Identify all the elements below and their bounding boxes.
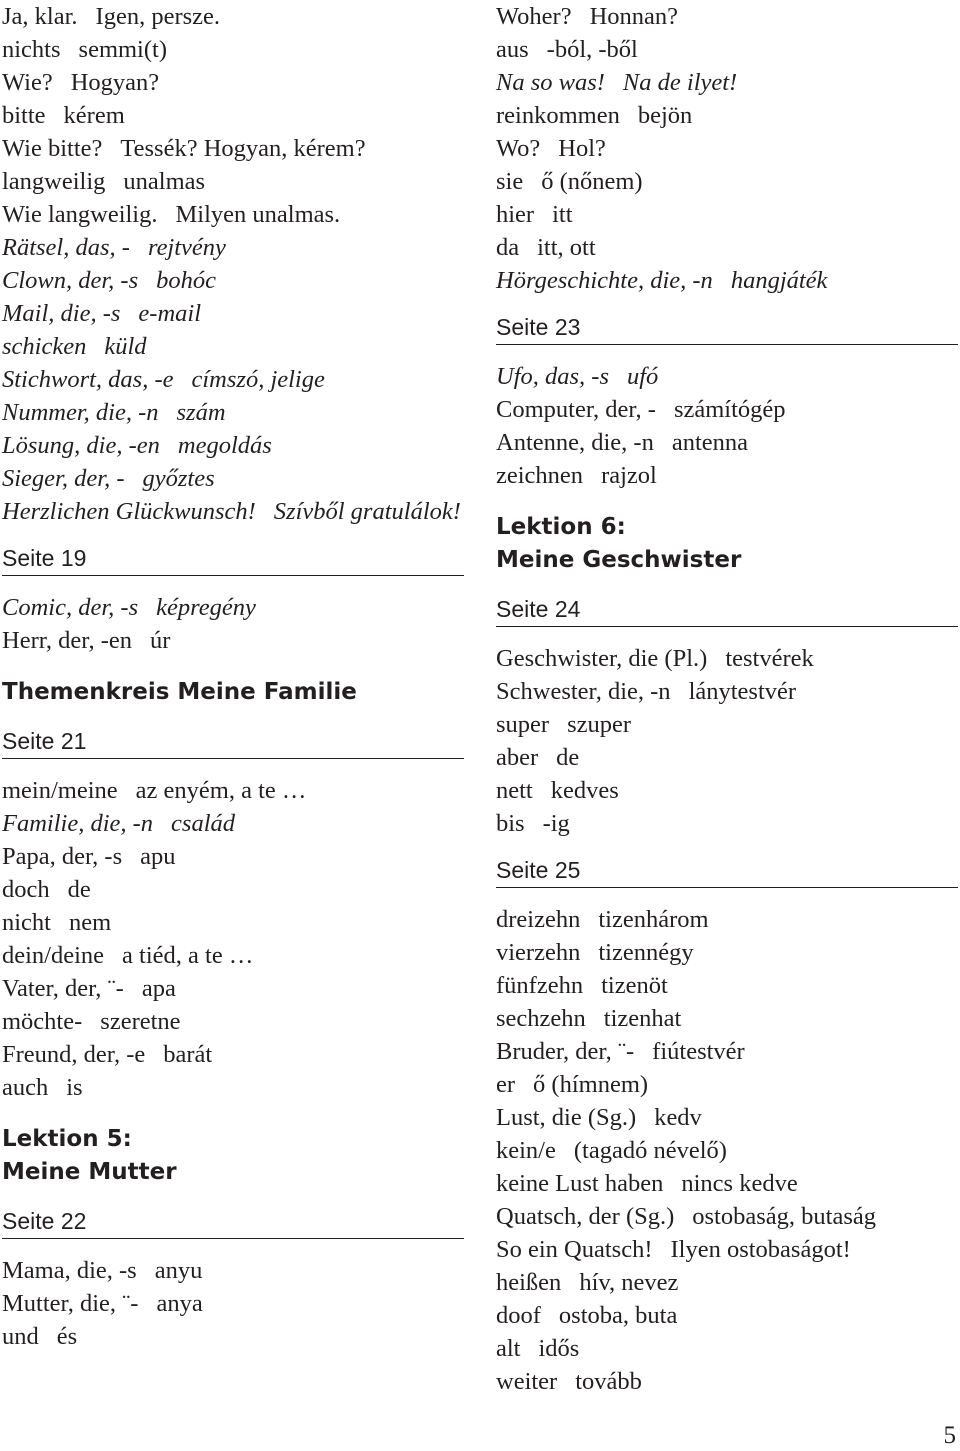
german-term: reinkommen [496,102,620,129]
german-term: dein/deine [2,942,105,969]
vocab-entry [496,1101,958,1134]
german-term: doch [2,876,50,903]
german-term: da [496,234,520,261]
german-term: vierzehn [496,939,581,966]
german-term: Lösung, die, -en [2,432,160,459]
hungarian-translation: család [171,810,236,837]
hungarian-translation: úr [150,627,171,654]
german-term: Sieger, der, - [2,465,125,492]
german-term: Quatsch, der (Sg.) [496,1203,675,1230]
hungarian-translation: kedves [550,777,619,804]
lesson-heading-line: Meine Mutter [2,1159,177,1185]
hungarian-translation: -ig [542,810,570,837]
page-section-header: Seite 24 [496,593,958,627]
german-term: Bruder, der, ¨- [496,1038,635,1065]
vocab-entry [2,939,464,972]
hungarian-translation: (tagadó névelő) [573,1137,727,1164]
vocab-entry [2,1071,464,1104]
german-term: auch [2,1074,49,1101]
german-term: er [496,1071,516,1098]
hungarian-translation: ufó [626,363,659,390]
hungarian-translation: szám [176,399,226,426]
hungarian-translation: győztes [142,465,215,492]
german-term: Rätsel, das, - [2,234,130,261]
hungarian-translation: megoldás [177,432,272,459]
vocab-entry [2,1287,464,1320]
vocab-entry [496,741,958,774]
vocab-entry [2,1254,464,1287]
german-term: fünfzehn [496,972,584,999]
vocab-entry [2,231,464,264]
german-term: Herr, der, -en [2,627,132,654]
german-term: Mutter, die, ¨- [2,1290,139,1317]
vocab-entry [2,429,464,462]
page-section-header: Seite 22 [2,1205,464,1239]
vocab-entry [496,426,958,459]
hungarian-translation: bohóc [156,267,217,294]
right-column [496,0,958,1398]
german-term: Familie, die, -n [2,810,154,837]
german-term: und [2,1323,39,1350]
hungarian-translation: e-mail [138,300,201,327]
hungarian-translation: címszó, jelige [191,366,325,393]
german-term: Hörgeschichte, die, -n [496,267,713,294]
hungarian-translation: kedv [654,1104,702,1131]
vocab-entry [496,33,958,66]
vocab-entry [496,66,958,99]
vocab-entry [2,1320,464,1353]
hungarian-translation: itt, ott [537,234,596,261]
hungarian-translation: Hogyan? [70,69,160,96]
vocab-entry [496,132,958,165]
vocab-entry [2,0,464,33]
vocab-entry [2,165,464,198]
german-term: nichts [2,36,61,63]
vocab-entry [496,198,958,231]
hungarian-translation: ő (hímnem) [533,1071,649,1098]
german-term: Lust, die (Sg.) [496,1104,637,1131]
vocab-entry [2,363,464,396]
vocab-entry [496,1266,958,1299]
german-term: Wie langweilig. [2,201,158,228]
vocab-entry [2,840,464,873]
hungarian-translation: számítógép [673,396,786,423]
hungarian-translation: ő (nőnem) [541,168,643,195]
hungarian-translation: anyu [154,1257,203,1284]
hungarian-translation: rajzol [601,462,657,489]
lesson-heading-line: Themenkreis Meine Familie [2,679,357,705]
german-term: bis [496,810,525,837]
vocab-entry [496,1035,958,1068]
hungarian-translation: Igen, persze. [95,3,221,30]
vocab-entry [2,591,464,624]
german-term: bitte [2,102,46,129]
vocab-entry [2,972,464,1005]
german-term: sie [496,168,524,195]
vocab-entry [496,708,958,741]
vocab-entry [2,774,464,807]
hungarian-translation: Na de ilyet! [622,69,738,96]
hungarian-translation: szeretne [100,1008,181,1035]
vocab-entry [2,330,464,363]
vocab-entry [2,873,464,906]
german-term: Ufo, das, -s [496,363,609,390]
vocab-entry [496,675,958,708]
vocab-entry [2,264,464,297]
german-term: Wie bitte? [2,135,103,162]
hungarian-translation: nincs kedve [681,1170,798,1197]
german-term: hier [496,201,535,228]
vocab-entry [2,1005,464,1038]
vocab-entry [2,396,464,429]
vocab-entry [2,462,464,495]
german-term: aus [496,36,529,63]
german-term: aber [496,744,539,771]
hungarian-translation: Ilyen ostobaságot! [670,1236,851,1263]
left-column [2,0,464,1353]
lesson-heading [2,1123,464,1189]
hungarian-translation: tovább [575,1368,642,1395]
hungarian-translation: Honnan? [589,3,679,30]
lesson-heading [496,511,958,577]
hungarian-translation: tizenhárom [598,906,709,933]
hungarian-translation: apa [141,975,176,1002]
german-term: weiter [496,1368,558,1395]
german-term: Geschwister, die (Pl.) [496,645,708,672]
hungarian-translation: tizenöt [601,972,668,999]
vocab-entry [2,33,464,66]
german-term: Stichwort, das, -e [2,366,174,393]
german-term: kein/e [496,1137,556,1164]
vocab-entry [496,459,958,492]
german-term: alt [496,1335,521,1362]
hungarian-translation: az enyém, a te … [135,777,307,804]
german-term: Freund, der, -e [2,1041,146,1068]
hungarian-translation: de [67,876,91,903]
german-term: Nummer, die, -n [2,399,159,426]
hungarian-translation: itt [552,201,573,228]
hungarian-translation: Milyen unalmas. [175,201,341,228]
hungarian-translation: képregény [156,594,256,621]
german-term: Mama, die, -s [2,1257,137,1284]
hungarian-translation: Tessék? Hogyan, kérem? [120,135,366,162]
vocab-entry [496,0,958,33]
hungarian-translation: és [56,1323,78,1350]
hungarian-translation: Szívből gratulálok! [273,498,461,525]
hungarian-translation: anya [156,1290,203,1317]
vocab-entry [496,99,958,132]
hungarian-translation: hangjáték [730,267,828,294]
vocab-entry [496,165,958,198]
vocab-entry [496,1068,958,1101]
german-term: schicken [2,333,87,360]
vocab-entry [496,1332,958,1365]
vocab-entry [496,393,958,426]
german-term: super [496,711,550,738]
page-section-header: Seite 19 [2,542,464,576]
hungarian-translation: lánytestvér [688,678,797,705]
hungarian-translation: antenna [671,429,749,456]
hungarian-translation: fiútestvér [652,1038,745,1065]
hungarian-translation: idős [538,1335,580,1362]
german-term: mein/meine [2,777,118,804]
vocab-entry [2,99,464,132]
german-term: So ein Quatsch! [496,1236,653,1263]
german-term: doof [496,1302,541,1329]
vocab-entry [496,642,958,675]
german-term: Herzlichen Glückwunsch! [2,498,256,525]
vocab-entry [496,969,958,1002]
hungarian-translation: ostobaság, butaság [692,1203,876,1230]
vocab-entry [496,1233,958,1266]
german-term: heißen [496,1269,562,1296]
hungarian-translation: bejön [637,102,693,129]
vocab-entry [496,774,958,807]
hungarian-translation: tizennégy [598,939,694,966]
vocab-entry [496,1299,958,1332]
german-term: Wo? [496,135,541,162]
page-section-header: Seite 25 [496,854,958,888]
vocab-entry [496,231,958,264]
hungarian-translation: -ból, -ből [546,36,638,63]
german-term: dreizehn [496,906,581,933]
hungarian-translation: Hol? [558,135,606,162]
german-term: möchte- [2,1008,83,1035]
german-term: zeichnen [496,462,584,489]
hungarian-translation: unalmas [123,168,206,195]
vocab-entry [496,360,958,393]
vocab-entry [2,297,464,330]
hungarian-translation: a tiéd, a te … [122,942,254,969]
vocab-entry [2,807,464,840]
lesson-heading-line: Lektion 6: [496,514,626,540]
german-term: nicht [2,909,51,936]
vocab-entry [496,1365,958,1398]
lesson-heading-line: Meine Geschwister [496,547,742,573]
hungarian-translation: küld [104,333,147,360]
hungarian-translation: testvérek [725,645,814,672]
german-term: Wie? [2,69,53,96]
hungarian-translation: hív, nevez [579,1269,679,1296]
page-section-header: Seite 23 [496,311,958,345]
hungarian-translation: apu [140,843,176,870]
vocab-entry [2,132,464,165]
hungarian-translation: tizenhat [603,1005,682,1032]
hungarian-translation: nem [69,909,112,936]
german-term: Na so was! [496,69,605,96]
german-term: Papa, der, -s [2,843,123,870]
hungarian-translation: is [66,1074,83,1101]
page-section-header: Seite 21 [2,725,464,759]
vocab-entry [496,1134,958,1167]
vocab-entry [2,624,464,657]
hungarian-translation: ostoba, buta [558,1302,678,1329]
vocab-entry [496,903,958,936]
vocab-entry [2,1038,464,1071]
german-term: nett [496,777,533,804]
german-term: Woher? [496,3,572,30]
german-term: keine Lust haben [496,1170,664,1197]
german-term: Ja, klar. [2,3,78,30]
german-term: Antenne, die, -n [496,429,654,456]
hungarian-translation: szuper [567,711,632,738]
vocab-entry [2,66,464,99]
german-term: Clown, der, -s [2,267,139,294]
hungarian-translation: barát [163,1041,213,1068]
hungarian-translation: de [556,744,580,771]
hungarian-translation: semmi(t) [78,36,167,63]
german-term: Comic, der, -s [2,594,139,621]
vocab-entry [2,198,464,231]
vocab-entry [496,807,958,840]
german-term: sechzehn [496,1005,586,1032]
vocab-entry [496,1200,958,1233]
german-term: Computer, der, - [496,396,656,423]
german-term: Mail, die, -s [2,300,121,327]
german-term: Vater, der, ¨- [2,975,124,1002]
vocab-entry [496,264,958,297]
vocab-entry [496,936,958,969]
vocab-entry [496,1167,958,1200]
lesson-heading-line: Lektion 5: [2,1126,132,1152]
page-number: 5 [943,1422,956,1449]
hungarian-translation: rejtvény [147,234,226,261]
german-term: langweilig [2,168,106,195]
vocab-entry [2,906,464,939]
vocab-entry [496,1002,958,1035]
german-term: Schwester, die, -n [496,678,671,705]
lesson-heading [2,676,464,709]
hungarian-translation: kérem [63,102,125,129]
vocab-entry [2,495,464,528]
